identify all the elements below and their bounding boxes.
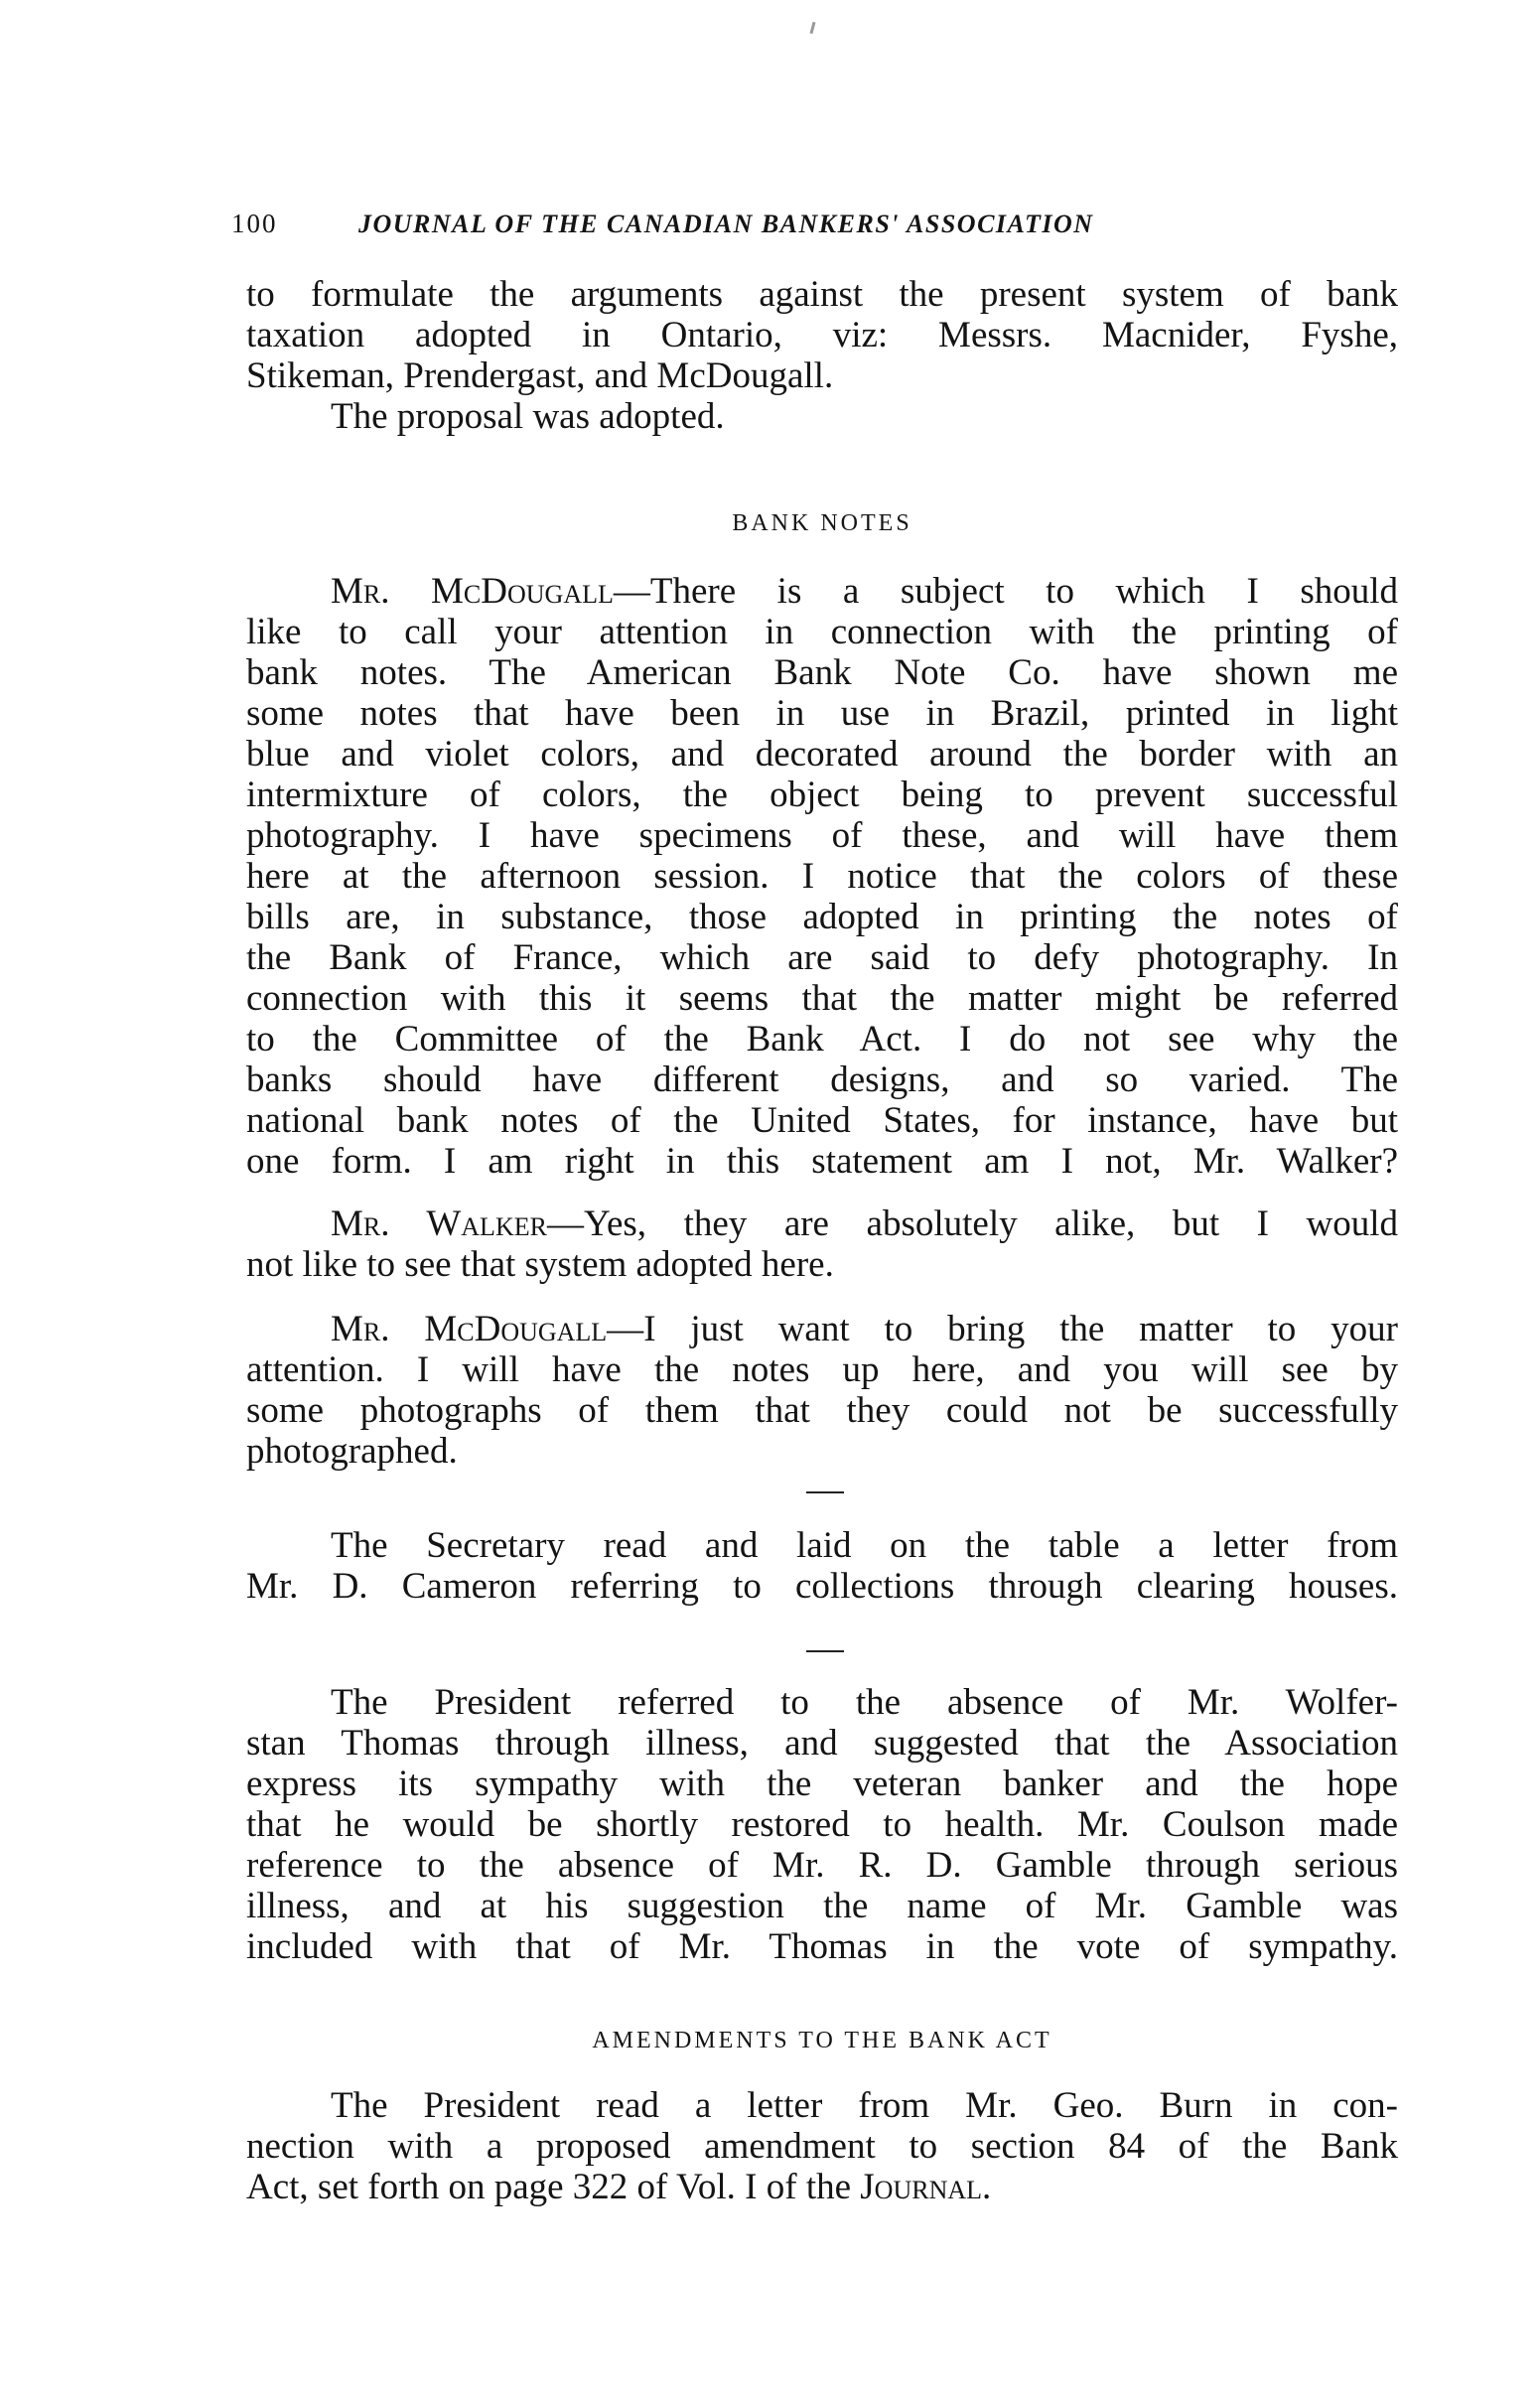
- text-line: included with that of Mr. Thomas in the vote of sympathy.: [246, 1926, 1398, 1967]
- speech-text: Yes, they are absolutely alike, but I would: [583, 1203, 1399, 1244]
- text-line: Mr. D. Cameron referring to collections through clearing houses.: [246, 1566, 1398, 1607]
- section-divider: [806, 1491, 844, 1493]
- scan-mark: [809, 22, 815, 34]
- text-line: not like to see that system adopted here.: [246, 1244, 834, 1285]
- text-line: blue and violet colors, and decorated around the border with an: [246, 734, 1398, 775]
- text-line: some photographs of them that they could not be successfully: [246, 1390, 1398, 1431]
- text-line: attention. I will have the notes up here, and you will see by: [246, 1349, 1398, 1390]
- text-line: [246, 1309, 1398, 1349]
- walker-paragraph: [246, 1203, 1398, 1285]
- section-heading-bank-notes: BANK NOTES: [732, 510, 912, 536]
- text-line: like to call your attention in connection with the printing of: [246, 612, 1398, 652]
- text-line: express its sympathy with the veteran banker and the hope: [246, 1764, 1398, 1804]
- text-line: national bank notes of the United States, for instance, have but: [246, 1100, 1398, 1141]
- text-line: stan Thomas through illness, and suggested that the Association: [246, 1723, 1398, 1764]
- text-line: Stikeman, Prendergast, and McDougall.: [246, 355, 834, 396]
- text-line: to the Committee of the Bank Act. I do not see why the: [246, 1019, 1398, 1060]
- amendments-paragraph: [246, 2085, 1398, 2207]
- running-head: [231, 199, 1393, 248]
- text-line: photography. I have specimens of these, and will have them: [246, 815, 1398, 856]
- text-line: [246, 1203, 1398, 1244]
- text-line: [246, 2167, 1398, 2207]
- proposal-adopted: The proposal was adopted.: [331, 396, 725, 437]
- text-line: taxation adopted in Ontario, viz: Messrs. Macnider, Fyshe,: [246, 315, 1398, 355]
- section-heading-amendments: AMENDMENTS TO THE BANK ACT: [592, 2028, 1052, 2053]
- text-line: nection with a proposed amendment to section 84 of the Bank: [246, 2126, 1398, 2167]
- text-line: photographed.: [246, 1431, 458, 1472]
- mcdougall-paragraph: [246, 571, 1398, 1182]
- speaker-name: Mr. Walker—: [331, 1203, 584, 1244]
- text-line: bills are, in substance, those adopted in printing the notes of: [246, 897, 1398, 937]
- text-line: [246, 571, 1398, 612]
- text-line: here at the afternoon session. I notice that the colors of these: [246, 856, 1398, 897]
- speech-text: There is a subject to which I should: [649, 571, 1398, 612]
- page-number: 100: [231, 209, 278, 238]
- speaker-name: Mr. McDougall—: [331, 1309, 644, 1349]
- text-line: banks should have different designs, and so varied. The: [246, 1060, 1398, 1100]
- section-divider: [806, 1650, 844, 1652]
- text-line: intermixture of colors, the object being to prevent successful: [246, 775, 1398, 815]
- text-line: illness, and at his suggestion the name of Mr. Gamble was: [246, 1886, 1398, 1926]
- speech-text: I just want to bring the matter to your: [643, 1309, 1398, 1349]
- speaker-name: Mr. McDougall—: [331, 571, 650, 612]
- text-line: reference to the absence of Mr. R. D. Gamble through serious: [246, 1845, 1398, 1886]
- journal-word: Journal.: [860, 2167, 992, 2207]
- journal-title: JOURNAL OF THE CANADIAN BANKERS' ASSOCIATION: [358, 210, 1094, 238]
- mcdougall-paragraph-2: [246, 1309, 1398, 1472]
- text-line: The President referred to the absence of Mr. Wolfer-: [331, 1682, 1398, 1723]
- text-line: The President read a letter from Mr. Geo. Burn in con-: [331, 2085, 1398, 2126]
- text-line: The Secretary read and laid on the table a letter from: [331, 1525, 1398, 1566]
- text-line: one form. I am right in this statement am I not, Mr. Walker?: [246, 1141, 1398, 1182]
- text-line: the Bank of France, which are said to defy photography. In: [246, 937, 1398, 978]
- president-paragraph: [246, 1682, 1398, 1967]
- text-line: bank notes. The American Bank Note Co. have shown me: [246, 652, 1398, 693]
- text-line: that he would be shortly restored to health. Mr. Coulson made: [246, 1804, 1398, 1845]
- opening-paragraph: [246, 274, 1398, 437]
- text-line: to formulate the arguments against the present system of bank: [246, 274, 1398, 315]
- text-fragment: Act, set forth on page 322 of Vol. I of the: [246, 2167, 861, 2207]
- text-line: connection with this it seems that the matter might be referred: [246, 978, 1398, 1019]
- secretary-paragraph: [246, 1525, 1398, 1607]
- text-line: some notes that have been in use in Brazil, printed in light: [246, 693, 1398, 734]
